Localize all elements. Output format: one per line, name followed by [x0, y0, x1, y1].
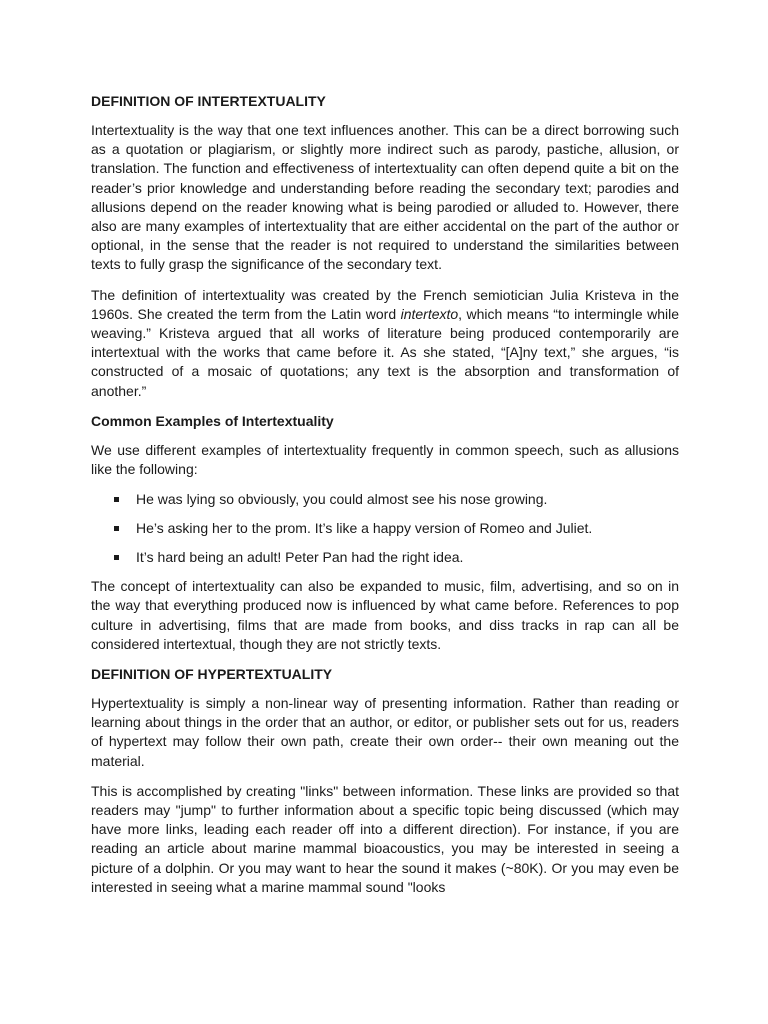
- paragraph-hypertextuality-intro: Hypertextuality is simply a non-linear way of presenting information. Rather than reading or learning about things in the order that an author, or editor, or publisher sets out for us, readers of hypertext may follow their own path, create their own order-- their own meaning out the material.: [91, 695, 679, 769]
- paragraph-expanded-concept: The concept of intertextuality can also be expanded to music, film, advertising, and so on in the way that everything produced now is influenced by what came before. References to pop culture in advertising, films that are made from books, and diss tracks in rap can all be considered intertextual, though they are not strictly texts.: [91, 578, 679, 652]
- list-item: [91, 490, 679, 509]
- document-page: [91, 92, 679, 897]
- paragraph-intertextuality-intro: Intertextuality is the way that one text influences another. This can be a direct borrowing such as a quotation or plagiarism, or slightly more indirect such as parody, pastiche, allusion, or translation. The function and effectiveness of intertextuality can often depend quite a bit on the reader’s prior knowledge and understanding before reading the secondary text; parodies and allusions depend on the reader knowing what is being parodied or alluded to. However, there also are many examples of intertextuality that are either accidental on the part of the author or optional, in the sense that the reader is not required to understand the similarities between texts to fully grasp the significance of the secondary text.: [91, 122, 679, 273]
- list-item: [91, 519, 679, 538]
- heading-definition-intertextuality: DEFINITION OF INTERTEXTUALITY: [91, 93, 326, 109]
- heading-definition-hypertextuality: DEFINITION OF HYPERTEXTUALITY: [91, 666, 333, 683]
- list-item-text: He was lying so obviously, you could almost see his nose growing.: [136, 491, 548, 508]
- paragraph-kristeva-latin-word: intertexto: [400, 305, 459, 322]
- square-bullet-icon: [114, 497, 119, 502]
- list-item: [91, 548, 679, 567]
- paragraph-kristeva-text-start: The definition of intertextuality was created by the French semiotician Julia Kristeva in the 1960s. She created the term from the Latin word: [91, 286, 679, 322]
- list-item-text: He’s asking her to the prom. It’s like a happy version of Romeo and Juliet.: [136, 520, 593, 537]
- square-bullet-icon: [114, 526, 119, 531]
- square-bullet-icon: [114, 555, 119, 560]
- list-item-text: It’s hard being an adult! Peter Pan had the right idea.: [136, 549, 464, 566]
- heading-common-examples: Common Examples of Intertextuality: [91, 412, 334, 429]
- paragraph-kristeva-text-end: , which means “to intermingle while weaving.” Kristeva argued that all works of literature being produced contemporarily are intertextual with the works that came before it. As she stated, “[A]ny text,” she argues, “is constructed of a mosaic of quotations; any text is the absorption and transformation of another.”: [91, 305, 679, 399]
- paragraph-links-explanation: This is accomplished by creating "links" between information. These links are provided so that readers may "jump" to further information about a specific topic being discussed (which may have more links, leading each reader off into a different direction). For instance, if you are reading an article about marine mammal bioacoustics, you may be interested in seeing a picture of a dolphin. Or you may want to hear the sound it makes (~80K). Or you may even be interested in seeing what a marine mammal sound "looks: [91, 782, 679, 895]
- examples-bullet-list: [91, 490, 679, 567]
- paragraph-kristeva-definition: [91, 286, 679, 401]
- paragraph-examples-intro: We use different examples of intertextuality frequently in common speech, such as allusions like the following:: [91, 441, 679, 478]
